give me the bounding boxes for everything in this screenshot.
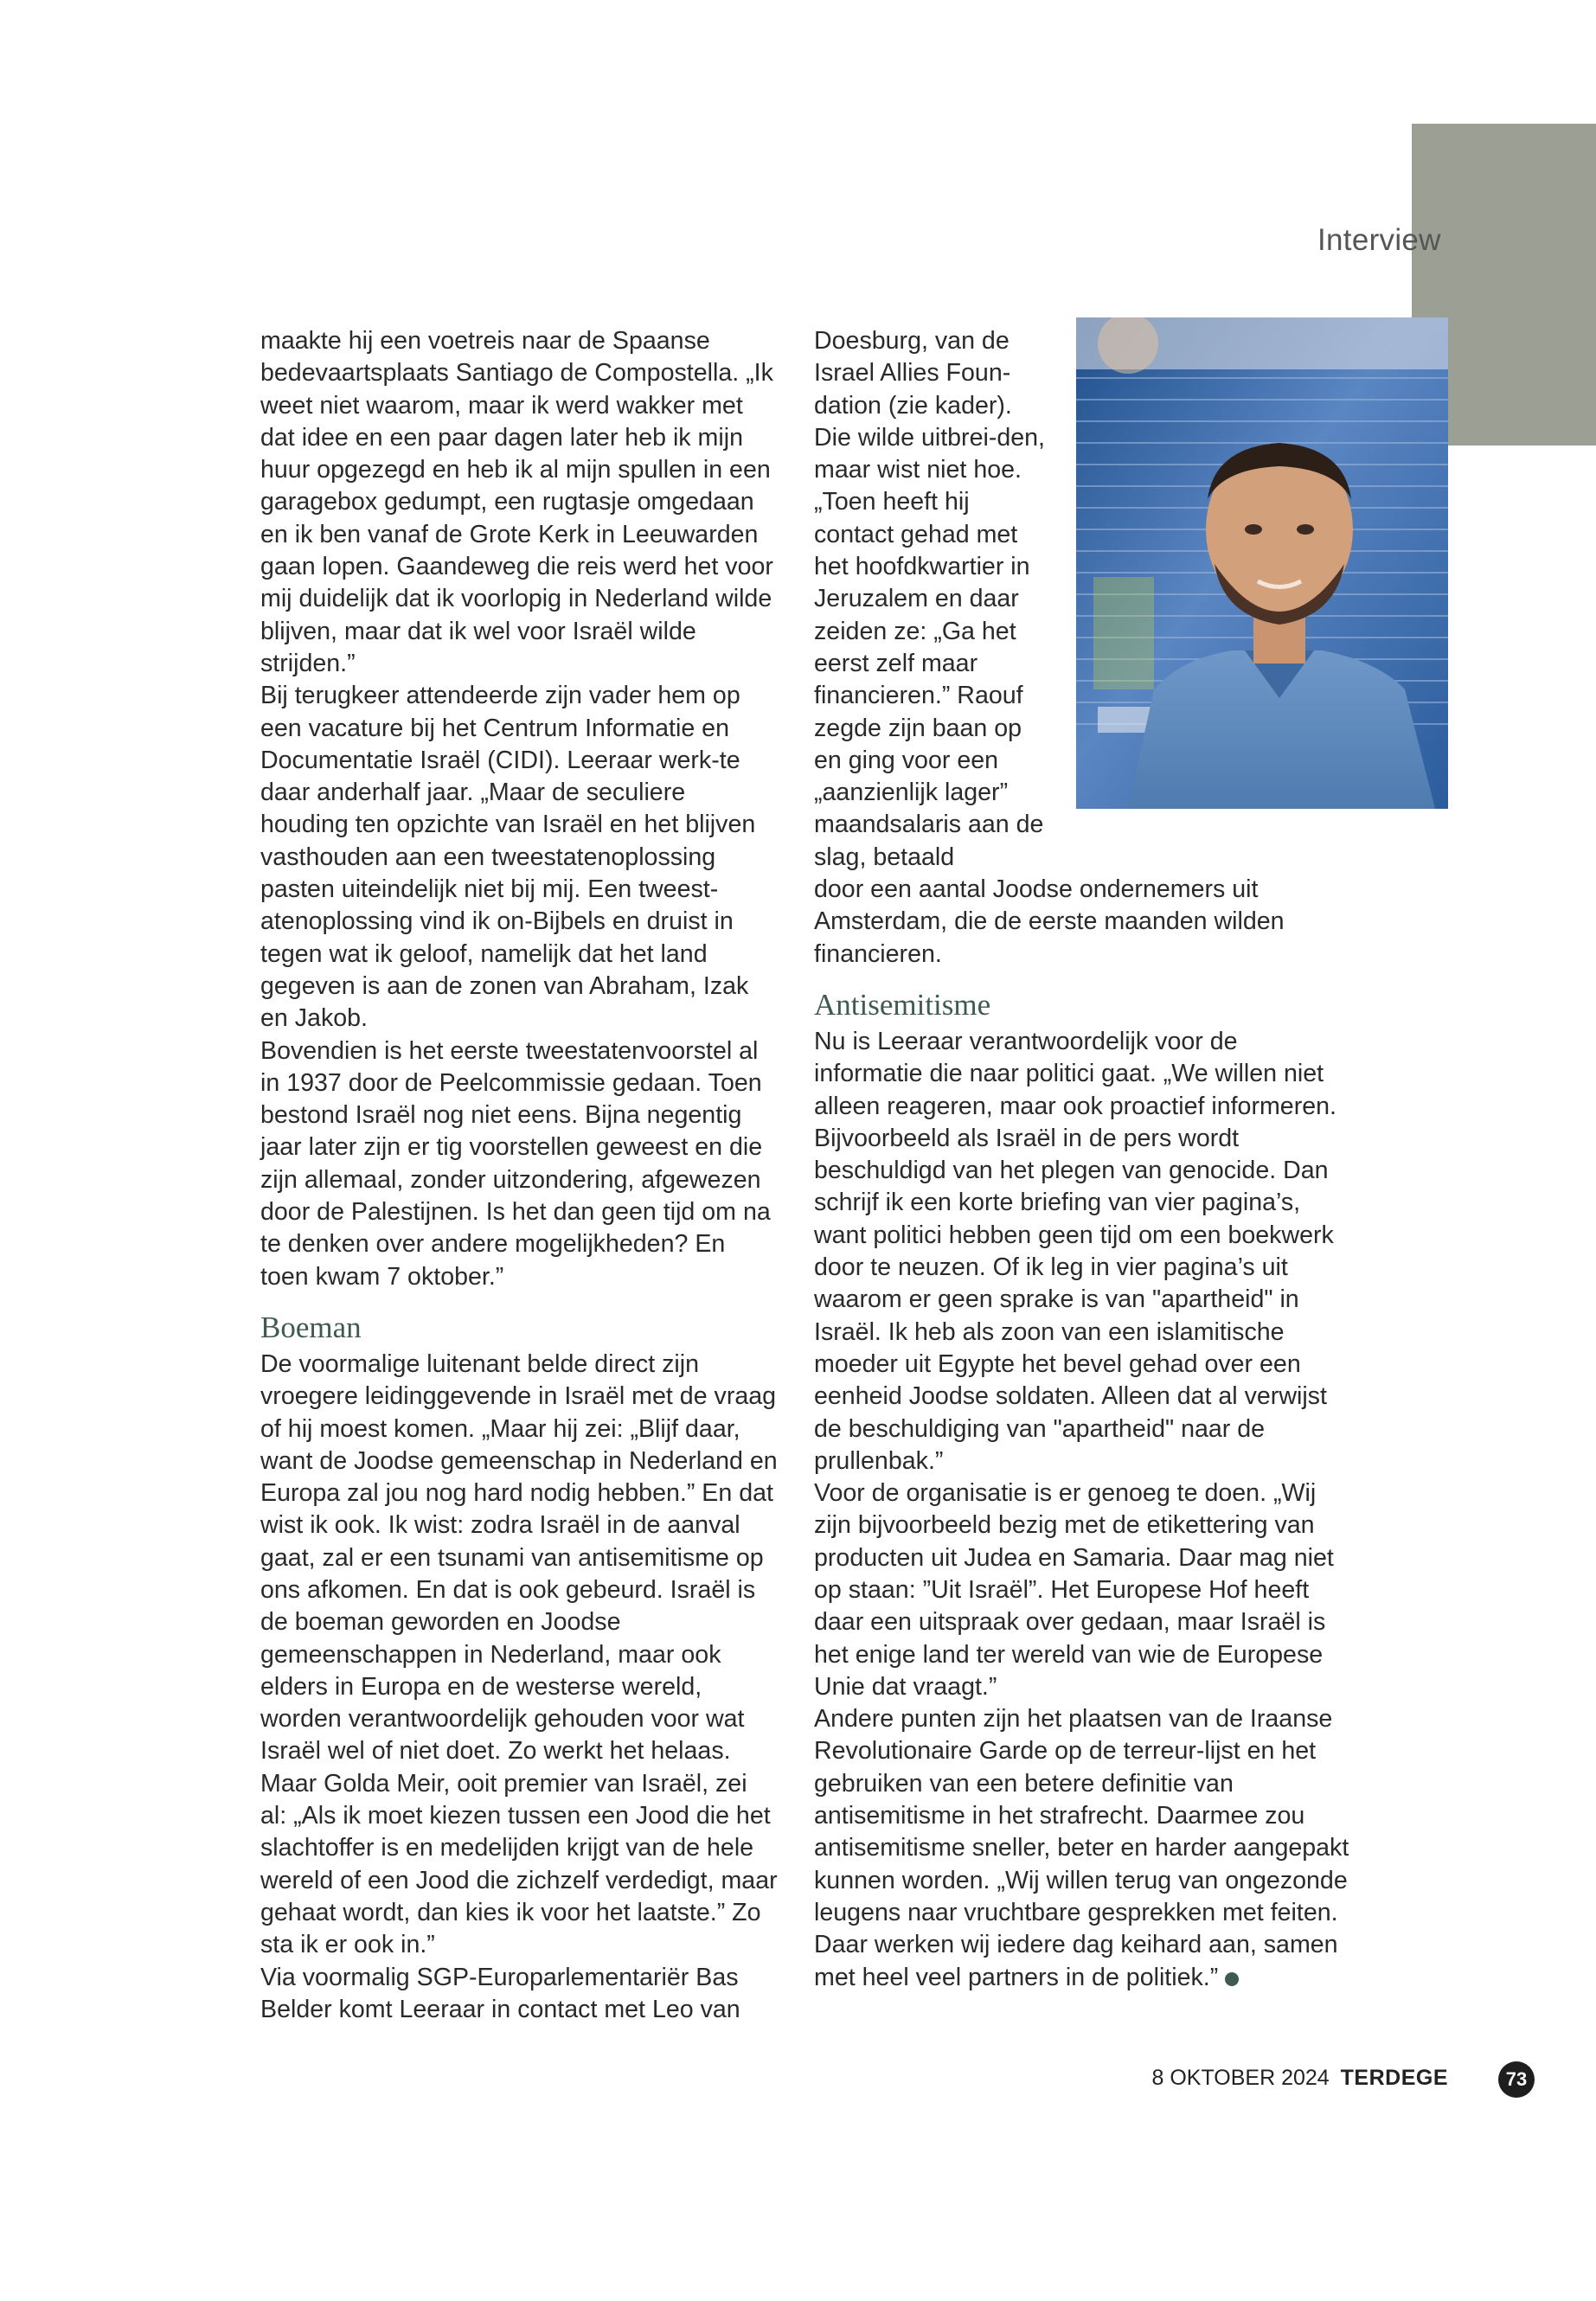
issue-date: 8 OKTOBER 2024 xyxy=(1151,2066,1330,2090)
article-paragraph: Doesburg, van de Israel Allies Foun-dation (zie kader). Die wilde uitbrei-den, maar wist niet hoe. „Toen heeft hij contact gehad met het hoofdkwartier in Jeruzalem en daar zeiden ze: „Ga het eerst zelf maar financieren.” Raouf zegde zijn baan op en ging voor een „aanzienlijk lager” maandsalaris aan de slag, betaald xyxy=(814,327,1046,871)
article-paragraph: De voormalige luitenant belde direct zijn vroegere leidinggevende in Israël met de vraag of hij moest komen. „Maar hij zei: „Blijf daar, want de Joodse gemeenschap in Nederland en Europa zal jou nog hard nodig hebben.” En dat wist ik ook. Ik wist: zodra Israël in de aanval gaat, zal er een tsunami van antisemitisme op ons afkomen. En dat is ook gebeurd. Israël is de boeman geworden en Joodse gemeenschappen in Nederland, maar ook elders in Europa en de westerse wereld, worden verantwoordelijk gehouden voor wat Israël wel of niet doet. Zo werkt het helaas. Maar Golda Meir, ooit premier van Israël, zei al: „Als ik moet kiezen tussen een Jood die het slachtoffer is en medelijden krijgt van de hele wereld of een Jood die zichzelf verdedigt, maar gehaat wordt, dan kies ik voor het laatste.” Zo sta ik er ook in.” xyxy=(260,1349,778,1959)
subheading-antisemitisme: Antisemitisme xyxy=(814,987,991,1022)
section-label: Interview xyxy=(1317,223,1441,257)
article-left-column xyxy=(260,325,779,2026)
article-paragraph-final xyxy=(814,1703,1350,1994)
subheading-boeman: Boeman xyxy=(260,1310,362,1344)
article-right-column xyxy=(814,325,1350,1994)
article-closing-text: Andere punten zijn het plaatsen van de Iraanse Revolutionaire Garde op de terreur-lijst en het gebruiken van een betere definitie van antisemitisme in het strafrecht. Daarmee zou antisemitisme sneller, beter en harder aangepakt kunnen worden. „Wij willen terug van ongezonde leugens naar vruchtbare gesprekken met feiten. Daar werken wij iedere dag keihard aan, samen met heel veel partners in de politiek.” xyxy=(814,1705,1349,1991)
magazine-name: TERDEGE xyxy=(1340,2066,1448,2090)
article-paragraph: Nu is Leeraar verantwoordelijk voor de informatie die naar politici gaat. „We willen niet alleen reageren, maar ook proactief informeren. Bijvoorbeeld als Israël in de pers wordt beschuldigd van het plegen van genocide. Dan schrijf ik een korte briefing van vier pagina’s, want politici hebben geen tijd om een boekwerk door te neuzen. Of ik leg in vier pagina’s uit waarom er geen sprake is van "apartheid" in Israël. Ik heb als zoon van een islamitische moeder uit Egypte het bevel gehad over een eenheid Joodse soldaten. Alleen dat al verwijst de beschuldiging van "apartheid" naar de prullenbak.” xyxy=(814,1027,1336,1475)
article-paragraph: Bovendien is het eerste tweestatenvoorstel al in 1937 door de Peelcommissie gedaan. Toen bestond Israël nog niet eens. Bijna negentig jaar later zijn er tig voorstellen geweest en die zijn allemaal, zonder uitzondering, afgewezen door de Palestijnen. Is het dan geen tijd om na te denken over andere mogelijkheden? En toen kwam 7 oktober.” xyxy=(260,1036,771,1291)
page-number-badge: 73 xyxy=(1498,2061,1535,2098)
article-paragraph: maakte hij een voetreis naar de Spaanse bedevaartsplaats Santiago de Compostella. „Ik weet niet waarom, maar ik werd wakker met dat idee en een paar dagen later heb ik mijn huur opgezegd en heb ik al mijn spullen in een garagebox gedumpt, een rugtasje omgedaan en ik ben vanaf de Grote Kerk in Leeuwarden gaan lopen. Gaandeweg die reis werd het voor mij duidelijk dat ik voorlopig in Nederland wilde blijven, maar dat ik wel voor Israël wilde strijden.” xyxy=(260,327,773,677)
article-paragraph: Voor de organisatie is er genoeg te doen. „Wij zijn bijvoorbeeld bezig met de etikettering van producten uit Judea en Samaria. Daar mag niet op staan: ”Uit Israël”. Het Europese Hof heeft daar een uitspraak over gedaan, maar Israël is het enige land ter wereld van wie de Europese Unie dat vraagt.” xyxy=(814,1479,1334,1701)
article-paragraph: door een aantal Joodse ondernemers uit Amsterdam, die de eerste maanden wilden financieren. xyxy=(814,875,1285,968)
end-mark-icon xyxy=(1225,1972,1239,1986)
article-paragraph: Bij terugkeer attendeerde zijn vader hem op een vacature bij het Centrum Informatie en Documentatie Israël (CIDI). Leeraar werk-te daar anderhalf jaar. „Maar de seculiere houding ten opzichte van Israël en het blijven vasthouden aan een tweestatenoplossing pasten uiteindelijk niet bij mij. Een tweest-atenoplossing vind ik on-Bijbels en druist in tegen wat ik geloof, namelijk dat het land gegeven is aan de zonen van Abraham, Izak en Jakob. xyxy=(260,682,756,1033)
article-paragraph: Via voormalig SGP-Europarlementariër Bas Belder komt Leeraar in contact met Leo van xyxy=(260,1963,740,2023)
page-footer xyxy=(1151,2066,1448,2091)
